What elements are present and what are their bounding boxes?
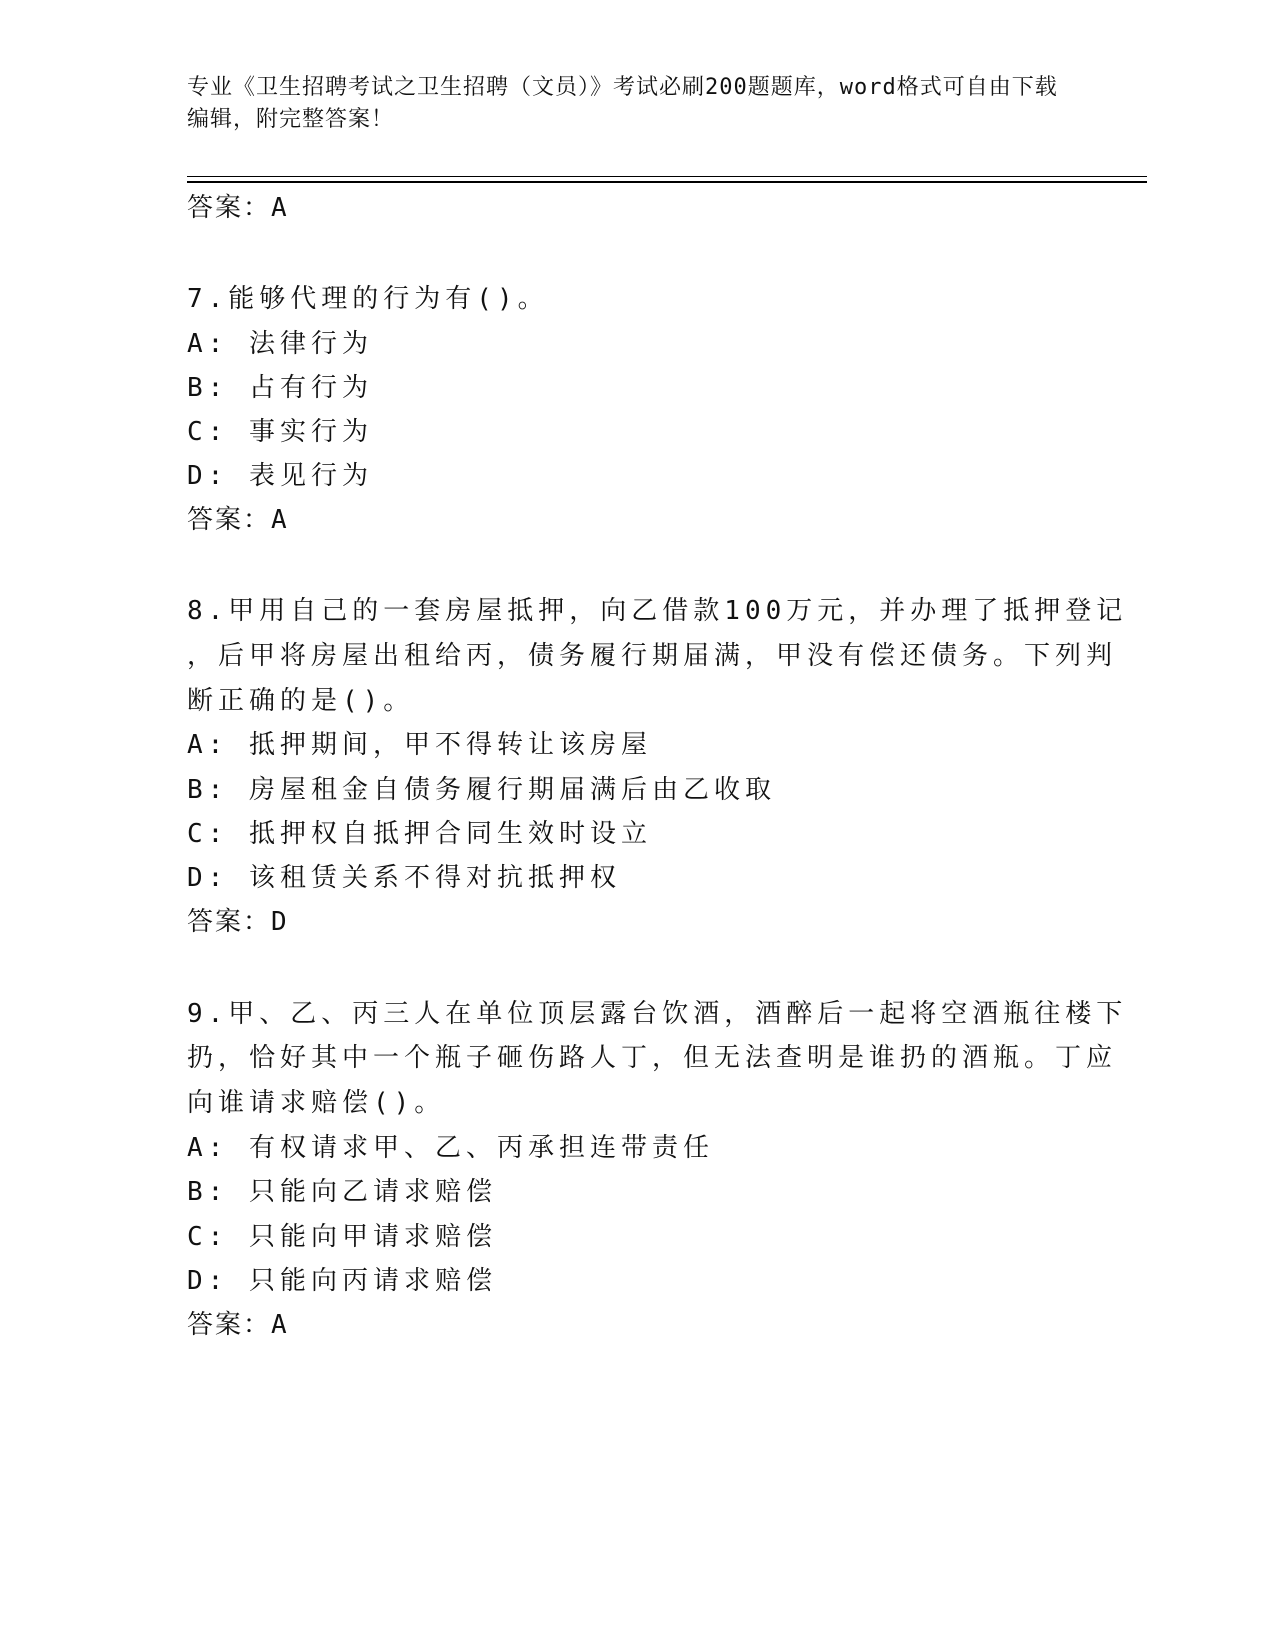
question-9-stem-line-1: 9.甲、乙、丙三人在单位顶层露台饮酒，酒醉后一起将空酒瓶往楼下 [187, 999, 1128, 1029]
answer-label: 答案： [187, 193, 272, 223]
answer-label: 答案： [187, 1310, 272, 1340]
prev-answer [187, 186, 289, 231]
question-9-stem-line-3: 向谁请求赔偿()。 [187, 1088, 446, 1118]
question-7-option-d: D: 表见行为 [187, 461, 373, 491]
header-rule-thin [187, 176, 1147, 177]
answer-value: A [271, 505, 289, 535]
question-8-answer [187, 900, 289, 945]
answer-value: A [271, 193, 289, 223]
answer-label: 答案： [187, 907, 272, 937]
question-7-answer [187, 498, 289, 543]
question-7-option-c: C: 事实行为 [187, 417, 373, 447]
question-8-option-b: B: 房屋租金自债务履行期届满后由乙收取 [187, 775, 776, 805]
question-9-answer [187, 1303, 289, 1348]
question-7-option-a: A: 法律行为 [187, 329, 373, 359]
document-header: 专业《卫生招聘考试之卫生招聘（文员）》考试必刷200题题库，word格式可自由下载编辑，附完整答案！ [187, 75, 1058, 132]
question-8-stem-line-2: ，后甲将房屋出租给丙，债务履行期届满，甲没有偿还债务。下列判 [187, 641, 1118, 671]
question-9-option-d: D: 只能向丙请求赔偿 [187, 1266, 497, 1296]
question-9-stem-line-2: 扔，恰好其中一个瓶子砸伤路人丁，但无法查明是谁扔的酒瓶。丁应 [187, 1043, 1118, 1073]
answer-value: A [271, 1310, 289, 1340]
header-rule-thick [187, 181, 1147, 183]
question-7-stem: 7.能够代理的行为有()。 [187, 284, 549, 314]
answer-label: 答案： [187, 505, 272, 535]
question-7-option-b: B: 占有行为 [187, 373, 373, 403]
question-8-stem-line-3: 断正确的是()。 [187, 686, 415, 716]
question-9-option-a: A: 有权请求甲、乙、丙承担连带责任 [187, 1133, 714, 1163]
question-8-option-a: A: 抵押期间，甲不得转让该房屋 [187, 730, 652, 760]
question-9-option-b: B: 只能向乙请求赔偿 [187, 1177, 497, 1207]
question-8-option-c: C: 抵押权自抵押合同生效时设立 [187, 819, 652, 849]
question-8-option-d: D: 该租赁关系不得对抗抵押权 [187, 863, 621, 893]
question-8-stem-line-1: 8.甲用自己的一套房屋抵押，向乙借款100万元，并办理了抵押登记 [187, 596, 1128, 626]
answer-value: D [271, 907, 289, 937]
question-9-option-c: C: 只能向甲请求赔偿 [187, 1222, 497, 1252]
